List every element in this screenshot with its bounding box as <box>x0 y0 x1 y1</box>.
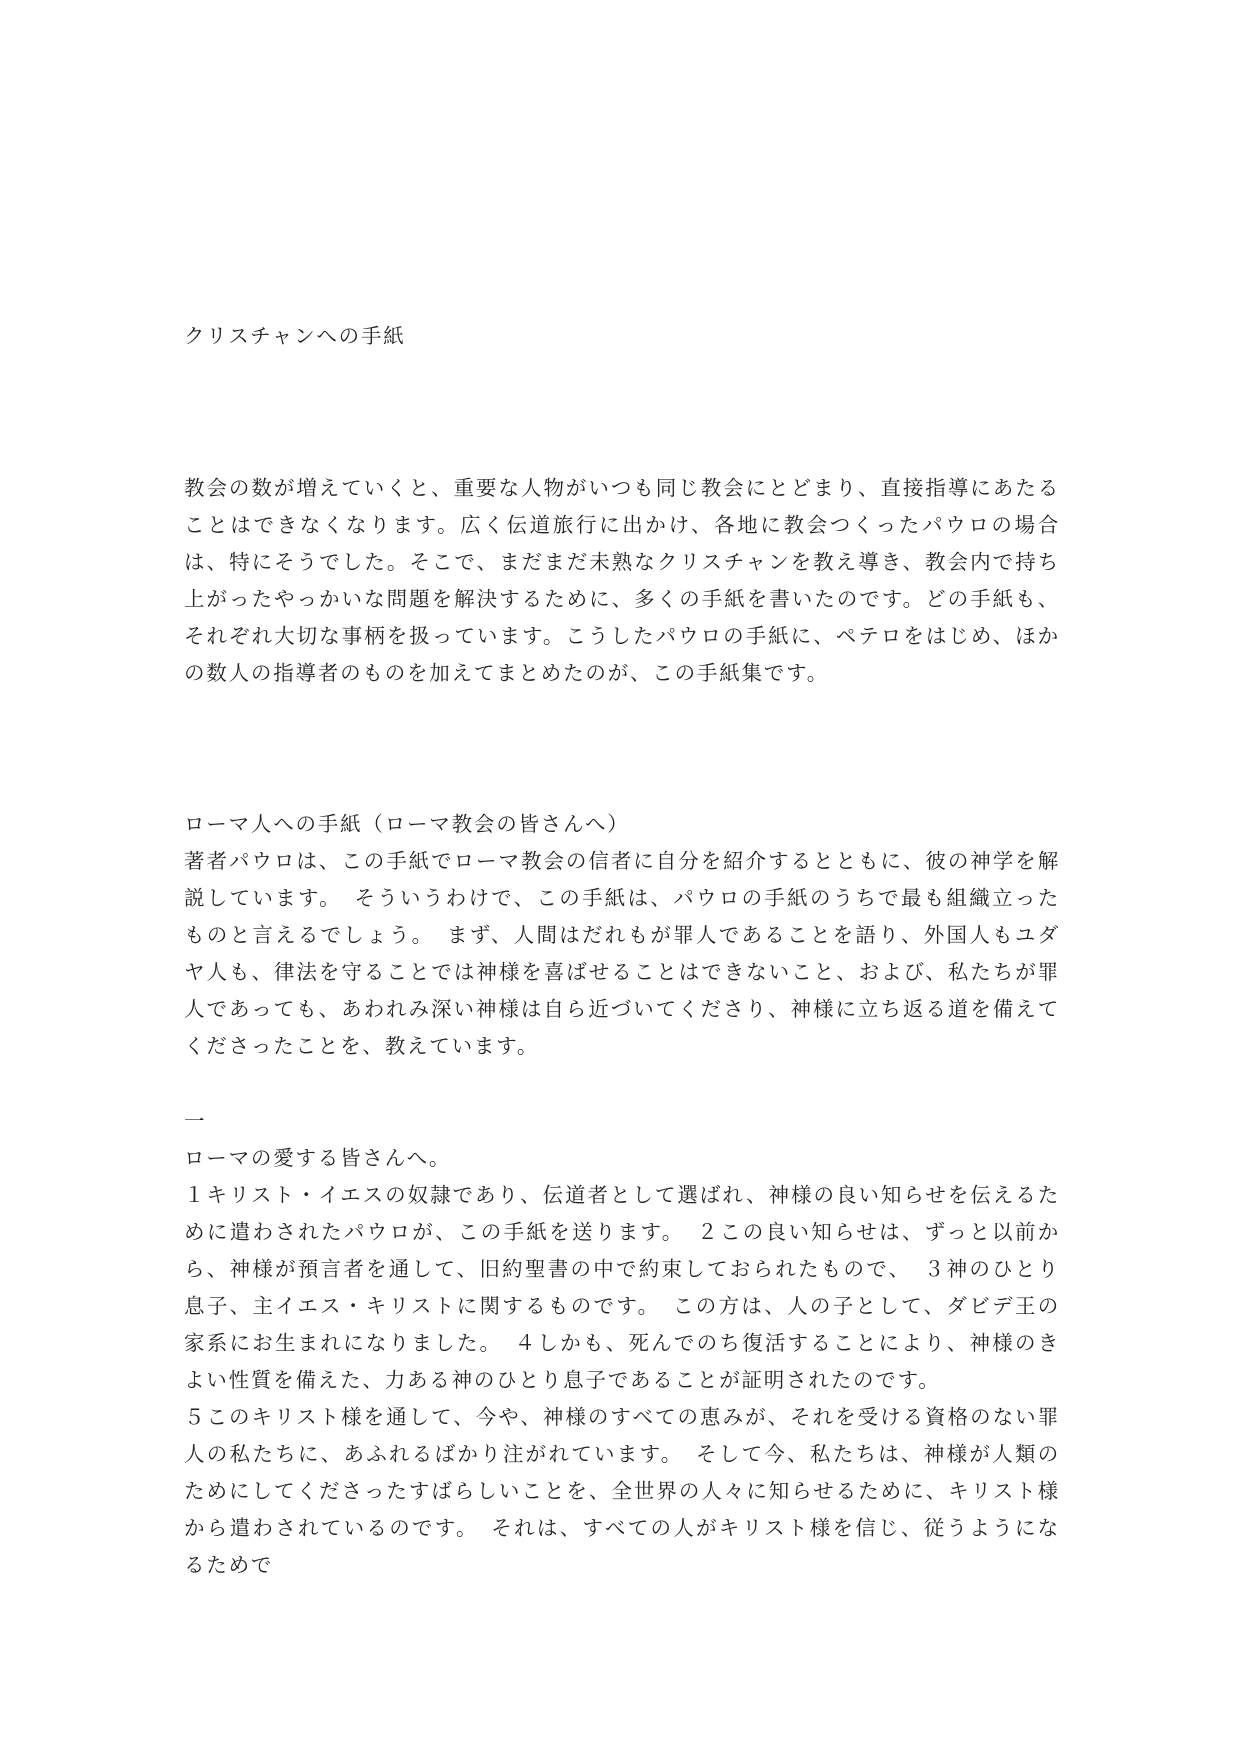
chapter-number: 一 <box>184 1109 207 1133</box>
chapter-salutation: ローマの愛する皆さんへ。 <box>184 1146 452 1170</box>
intro-paragraph: 教会の数が増えていくと、重要な人物がいつも同じ教会にとどまり、直接指導にあたることはできなくなります。広く伝道旅行に出かけ、各地に教会つくったパウロの場合は、特にそうでした。そこで、まだまだ未熟なクリスチャンを教え導き、教会内で持ち上がったやっかいな問題を解決するために、多くの手紙を書いたのです。どの手紙も、それぞれ大切な事柄を扱っています。こうしたパウロの手紙に、ペテロをはじめ、ほかの数人の指導者のものを加えてまとめたのが、この手紙集です。 <box>184 476 1060 685</box>
section-heading: ローマ人への手紙（ローマ教会の皆さんへ） <box>184 812 630 836</box>
section-summary: 著者パウロは、この手紙でローマ教会の信者に自分を紹介するとともに、彼の神学を解説しています。 そういうわけで、この手紙は、パウロの手紙のうちで最も組織立ったものと言えるでしょう。 まず、人間はだれもが罪人であることを語り、外国人もユダヤ人も、律法を守ることでは神様を喜ばせることはできないこと、および、私たちが罪人であっても、あわれみ深い神様は自ら近づいてくださり、神様に立ち返る道を備えてくださったことを、教えています。 <box>184 849 1060 1058</box>
verses-paragraph: １キリスト・イエスの奴隷であり、伝道者として選ばれ、神様の良い知らせを伝えるために遣わされたパウロが、この手紙を送ります。 ２この良い知らせは、ずっと以前から、神様が預言者を通して、旧約聖書の中で約束しておられたもので、 ３神のひとり息子、主イエス・キリストに関するものです。 この方は、人の子として、ダビデ王の家系にお生まれになりました。 ４しかも、死んでのち復活することにより、神様のきよい性質を備えた、力ある神のひとり息子であることが証明されたのです。 <box>184 1183 1060 1392</box>
document-title: クリスチャンへの手紙 <box>184 324 406 348</box>
verses-paragraph: ５このキリスト様を通して、今や、神様のすべての恵みが、それを受ける資格のない罪人の私たちに、あふれるばかり注がれています。 そして今、私たちは、神様が人類のためにしてくださったすばらしいことを、全世界の人々に知らせるために、キリスト様から遣わされているのです。 それは、すべての人がキリスト様を信じ、従うようになるためで <box>184 1405 1060 1577</box>
